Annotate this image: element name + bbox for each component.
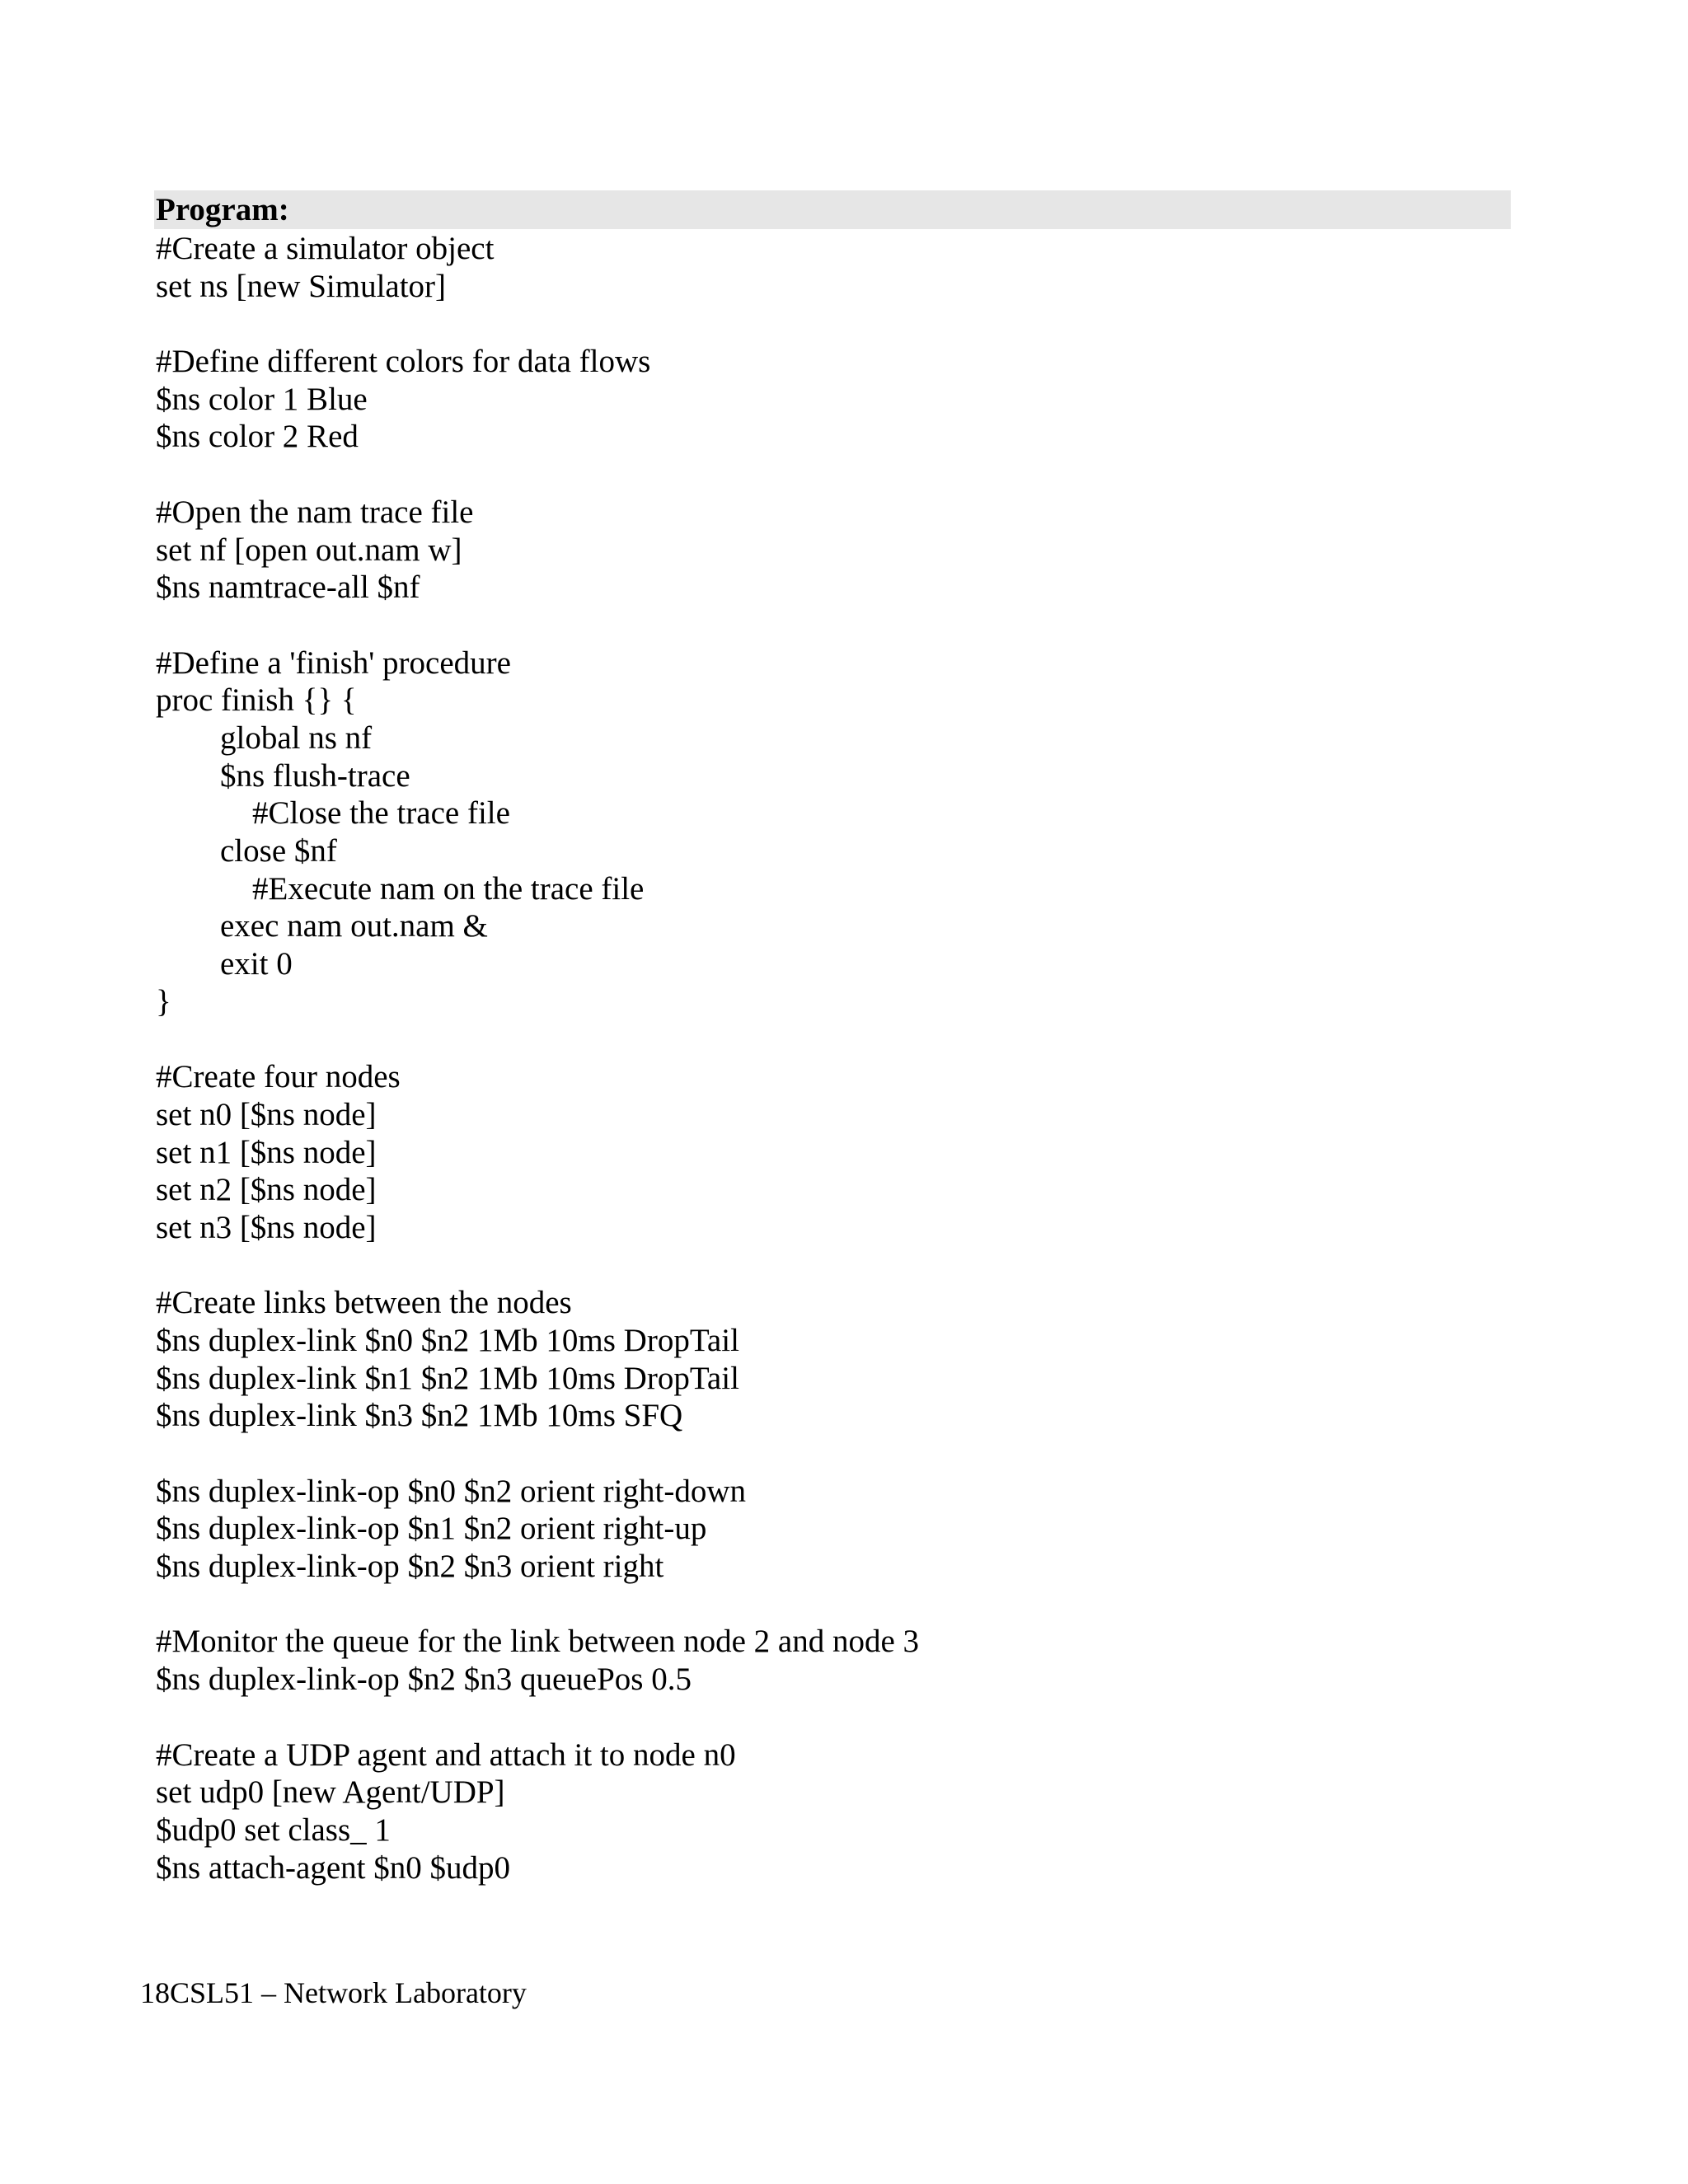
code-line: $ns duplex-link $n3 $n2 1Mb 10ms SFQ <box>156 1398 683 1434</box>
code-line: $ns color 1 Blue <box>156 381 368 417</box>
code-line: #Monitor the queue for the link between node 2 and node 3 <box>156 1624 920 1660</box>
code-line: set nf [open out.nam w] <box>156 532 462 568</box>
code-line: $ns flush-trace <box>156 757 410 794</box>
blank-line <box>156 1435 1507 1473</box>
code-listing <box>156 230 1507 1886</box>
code-line: proc finish {} { <box>156 682 357 719</box>
code-line: set n1 [$ns node] <box>156 1134 377 1170</box>
code-line: set n0 [$ns node] <box>156 1096 377 1132</box>
code-line: exit 0 <box>156 946 293 982</box>
page-footer: 18CSL51 – Network Laboratory <box>140 1976 527 2009</box>
blank-line <box>156 607 1507 644</box>
code-line: set ns [new Simulator] <box>156 268 447 304</box>
code-line: exec nam out.nam & <box>156 908 488 944</box>
code-line: $ns duplex-link-op $n2 $n3 orient right <box>156 1549 664 1585</box>
code-line: $ns duplex-link $n0 $n2 1Mb 10ms DropTail <box>156 1322 739 1358</box>
blank-line <box>156 1020 1507 1058</box>
code-line: $ns duplex-link-op $n1 $n2 orient right-up <box>156 1511 707 1547</box>
code-line: #Create a simulator object <box>156 231 495 266</box>
code-line: $ns color 2 Red <box>156 419 359 455</box>
code-line: $ns duplex-link $n1 $n2 1Mb 10ms DropTail <box>156 1360 739 1396</box>
code-line: #Open the nam trace file <box>156 494 474 530</box>
code-line: #Define different colors for data flows <box>156 344 651 380</box>
code-line: #Execute nam on the trace file <box>156 870 645 907</box>
code-line: set n2 [$ns node] <box>156 1172 377 1208</box>
blank-line <box>156 1586 1507 1624</box>
heading-highlight <box>154 190 1511 229</box>
code-line: #Create links between the nodes <box>156 1285 572 1321</box>
code-line: $ns duplex-link-op $n0 $n2 orient right-down <box>156 1473 746 1509</box>
code-line: #Close the trace file <box>156 795 510 832</box>
code-line: $udp0 set class_ 1 <box>156 1811 391 1848</box>
blank-line <box>156 1247 1507 1285</box>
code-line: set n3 [$ns node] <box>156 1209 377 1245</box>
code-line: $ns duplex-link-op $n2 $n3 queuePos 0.5 <box>156 1661 692 1698</box>
blank-line <box>156 456 1507 494</box>
code-line: global ns nf <box>156 719 373 756</box>
blank-line <box>156 1699 1507 1736</box>
program-heading: Program: <box>156 192 289 227</box>
code-line: #Create four nodes <box>156 1059 401 1095</box>
blank-line <box>156 305 1507 343</box>
code-line: #Define a 'finish' procedure <box>156 644 511 681</box>
code-line: close $nf <box>156 833 337 869</box>
code-line: $ns namtrace-all $nf <box>156 569 420 606</box>
code-line: } <box>156 983 171 1019</box>
code-line: #Create a UDP agent and attach it to node n0 <box>156 1736 736 1773</box>
code-line: set udp0 [new Agent/UDP] <box>156 1774 505 1811</box>
code-line: $ns attach-agent $n0 $udp0 <box>156 1849 510 1886</box>
